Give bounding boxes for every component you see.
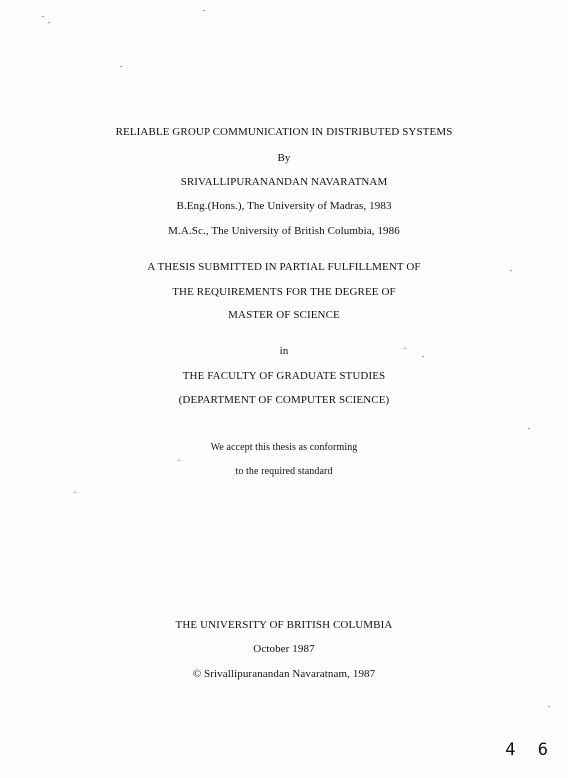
scan-speck bbox=[48, 22, 50, 23]
author-name: SRIVALLIPURANANDAN NAVARATNAM bbox=[180, 176, 388, 188]
faculty-name: THE FACULTY OF GRADUATE STUDIES bbox=[182, 370, 386, 382]
scan-speck bbox=[74, 492, 76, 493]
scan-speck bbox=[178, 460, 180, 461]
university-name: THE UNIVERSITY OF BRITISH COLUMBIA bbox=[175, 619, 393, 631]
scan-speck bbox=[422, 356, 424, 357]
copyright-notice: © Srivallipuranandan Navaratnam, 1987 bbox=[192, 668, 376, 680]
scan-speck bbox=[510, 270, 512, 271]
thesis-title: RELIABLE GROUP COMMUNICATION IN DISTRIBUTED SYSTEMS bbox=[115, 126, 453, 138]
scan-speck bbox=[528, 428, 530, 429]
acceptance-line-1: We accept this thesis as conforming bbox=[210, 442, 358, 453]
acceptance-line-2: to the required standard bbox=[235, 466, 333, 477]
submission-statement-2: THE REQUIREMENTS FOR THE DEGREE OF bbox=[172, 286, 396, 298]
scan-speck bbox=[120, 66, 122, 67]
scan-speck bbox=[548, 706, 550, 707]
submission-statement-1: A THESIS SUBMITTED IN PARTIAL FULFILLMENT OF bbox=[147, 261, 421, 273]
scan-speck bbox=[404, 348, 406, 349]
by-label: By bbox=[277, 152, 291, 164]
scan-speck bbox=[203, 10, 205, 11]
prior-degree-2: M.A.Sc., The University of British Columbia, 1986 bbox=[168, 225, 400, 237]
scan-speck bbox=[42, 16, 44, 17]
in-label: in bbox=[279, 345, 289, 357]
page-number: 4 6 bbox=[505, 740, 554, 760]
degree-name: MASTER OF SCIENCE bbox=[228, 309, 340, 321]
prior-degree-1: B.Eng.(Hons.), The University of Madras, 1983 bbox=[176, 200, 392, 212]
submission-date: October 1987 bbox=[253, 643, 315, 655]
department-name: (DEPARTMENT OF COMPUTER SCIENCE) bbox=[178, 394, 390, 406]
